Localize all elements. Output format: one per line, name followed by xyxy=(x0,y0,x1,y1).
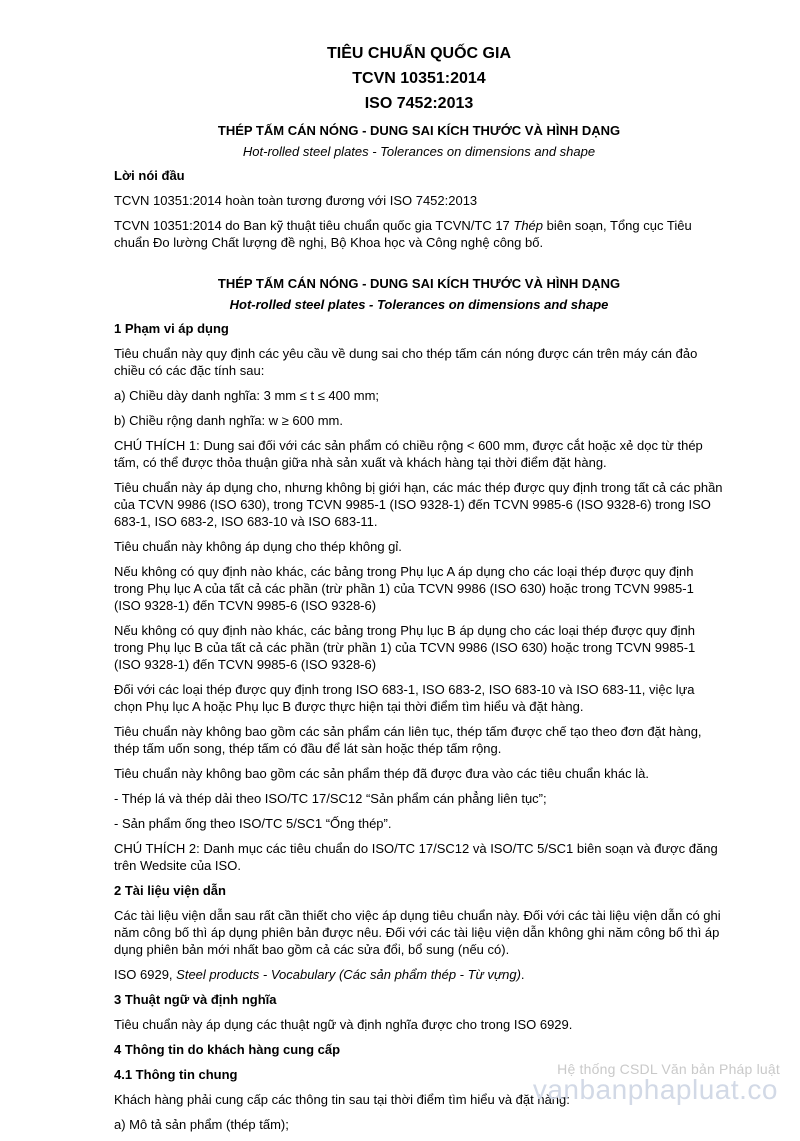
list-item: - Thép lá và thép dải theo ISO/TC 17/SC12 “Sản phẩm cán phẳng liên tục”; xyxy=(114,791,547,806)
paragraph: b) Chiều rộng danh nghĩa: w ≥ 600 mm. xyxy=(114,413,343,428)
doc-subtitle-vi: THÉP TẤM CÁN NÓNG - DUNG SAI KÍCH THƯỚC VÀ HÌNH DẠNG xyxy=(217,123,621,138)
paragraph: Khách hàng phải cung cấp các thông tin sau tại thời điểm tìm hiểu và đặt hàng: xyxy=(114,1092,570,1107)
paragraph: Các tài liệu viện dẫn sau rất cần thiết cho việc áp dụng tiêu chuẩn này. Đối với các tài liệu viện dẫn có ghi năm công bố thì áp dụng phiên bản được nêu. Đối với các tài liệu viện dẫn không ghi năm công bố thì áp dụng phiên bản mới nhất bao gồm cả các sửa đổi, bổ sung (nếu có). xyxy=(114,908,721,957)
section-heading: 3 Thuật ngữ và định nghĩa xyxy=(114,992,277,1007)
section-heading: 2 Tài liệu viện dẫn xyxy=(114,883,226,898)
note-paragraph: CHÚ THÍCH 1: Dung sai đối với các sản phẩm có chiều rộng < 600 mm, được cắt hoặc xẻ dọc từ thép tấm, có thể được thỏa thuận giữa nhà sản xuất và khách hàng tại thời điểm đặt hàng. xyxy=(114,438,703,470)
doc-title-tcvn: TCVN 10351:2014 xyxy=(352,70,486,87)
paragraph: Tiêu chuẩn này áp dụng các thuật ngữ và định nghĩa được cho trong ISO 6929. xyxy=(114,1017,573,1032)
foreword-heading: Lời nói đầu xyxy=(114,168,185,183)
section-heading: 1 Phạm vi áp dụng xyxy=(114,321,229,336)
doc-title-iso: ISO 7452:2013 xyxy=(364,95,474,112)
foreword-paragraph: TCVN 10351:2014 hoàn toàn tương đương với ISO 7452:2013 xyxy=(114,193,478,208)
doc-title-standard: TIÊU CHUẨN QUỐC GIA xyxy=(327,45,511,62)
doc-subtitle-en: Hot-rolled steel plates - Tolerances on dimensions and shape xyxy=(242,144,596,159)
watermark-caption: Hệ thống CSDL Văn bản Pháp luật xyxy=(557,1061,780,1077)
foreword-paragraph: TCVN 10351:2014 do Ban kỹ thuật tiêu chuẩn quốc gia TCVN/TC 17 Thép biên soạn, Tổng cục Tiêu chuẩn Đo lường Chất lượng đề nghị, Bộ Khoa học và Công nghệ công bố. xyxy=(114,218,692,250)
paragraph: Tiêu chuẩn này áp dụng cho, nhưng không bị giới hạn, các mác thép được quy định trong tất cả các phần của TCVN 9986 (ISO 630), trong TCVN 9985-1 (ISO 9328-1) đến TCVN 9985-6 (ISO 9328-6) trong ISO 683-1, ISO 683-2, ISO 683-10 và ISO 683-11. xyxy=(114,480,723,529)
paragraph: Nếu không có quy định nào khác, các bảng trong Phụ lục A áp dụng cho các loại thép được quy định trong Phụ lục A của tất cả các phần (trừ phần 1) của TCVN 9986 (ISO 630) hoặc trong TCVN 9985-1 (ISO 9328-1) đến TCVN 9985-6 (ISO 9328-6) xyxy=(114,564,694,613)
paragraph: Tiêu chuẩn này không bao gồm các sản phẩm thép đã được đưa vào các tiêu chuẩn khác là. xyxy=(114,766,649,781)
watermark-site: vanbanphapluat.co xyxy=(532,1074,778,1105)
list-item: a) Mô tả sản phẩm (thép tấm); xyxy=(114,1117,289,1132)
subsection-heading: 4.1 Thông tin chung xyxy=(114,1067,238,1082)
document-page xyxy=(114,44,724,1141)
paragraph: a) Chiều dày danh nghĩa: 3 mm ≤ t ≤ 400 mm; xyxy=(114,388,380,403)
main-title-vi: THÉP TẤM CÁN NÓNG - DUNG SAI KÍCH THƯỚC VÀ HÌNH DẠNG xyxy=(217,276,621,291)
paragraph: Tiêu chuẩn này không bao gồm các sản phẩm cán liên tục, thép tấm được chế tạo theo đơn đặt hàng, thép tấm uốn song, thép tấm có đầu để lát sàn hoặc thép tấm rộng. xyxy=(114,724,702,756)
paragraph: Tiêu chuẩn này không áp dụng cho thép không gỉ. xyxy=(114,539,402,554)
paragraph: Đối với các loại thép được quy định trong ISO 683-1, ISO 683-2, ISO 683-10 và ISO 683-11, việc lựa chọn Phụ lục A hoặc Phụ lục B được thực hiện tại thời điểm tìm hiểu và đặt hàng. xyxy=(114,682,695,714)
reference-item: ISO 6929, Steel products - Vocabulary (Các sản phẩm thép - Từ vựng). xyxy=(114,967,525,982)
paragraph: Tiêu chuẩn này quy định các yêu cầu về dung sai cho thép tấm cán nóng được cán trên máy cán đảo chiều có các đặc tính sau: xyxy=(114,346,698,378)
section-heading: 4 Thông tin do khách hàng cung cấp xyxy=(114,1042,341,1057)
list-item: - Sản phẩm ống theo ISO/TC 5/SC1 “Ống thép”. xyxy=(114,816,392,831)
paragraph: Nếu không có quy định nào khác, các bảng trong Phụ lục B áp dụng cho các loại thép được quy định trong Phụ lục B của tất cả các phần (trừ phần 1) của TCVN 9986 (ISO 630) hoặc trong TCVN 9985-1 (ISO 9328-1) đến TCVN 9985-6 (ISO 9328-6) xyxy=(114,623,696,672)
main-title-en: Hot-rolled steel plates - Tolerances on dimensions and shape xyxy=(229,297,609,312)
note-paragraph: CHÚ THÍCH 2: Danh mục các tiêu chuẩn do ISO/TC 17/SC12 và ISO/TC 5/SC1 biên soạn và được đăng trên Wedsite của ISO. xyxy=(114,841,718,873)
